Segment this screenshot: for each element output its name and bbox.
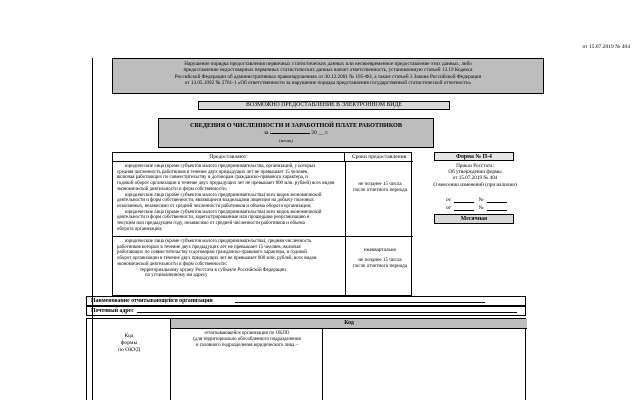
amendment-date-input-1[interactable]: [454, 202, 474, 203]
deadline-line: после отчетного периода: [352, 263, 408, 269]
codes-grid: [86, 318, 526, 400]
form-number-label: Форма № П-4: [434, 152, 514, 161]
amendment-date-input-2[interactable]: [454, 210, 474, 211]
amendment-number-input-1[interactable]: [487, 202, 507, 203]
form-approval-note: от 15.07.2019 № 404: [582, 44, 630, 50]
warning-line: Российской Федерации об административных правонарушениях от 30.12.2001 № 195-ФЗ, а также статьей 3 Закона Российской Федерации: [174, 73, 482, 80]
submitter-line: экономической деятельности и форм собственности:: [117, 261, 228, 267]
submitter-line: ископаемых, независимо от средней численности работников и объема оборота организации;: [117, 203, 312, 209]
amendment-line-2: [446, 205, 510, 211]
periodicity-label: Месячная: [434, 214, 514, 224]
month-input[interactable]: [270, 129, 310, 134]
deadline-line: не позднее 15 числа: [358, 257, 402, 263]
warning-line: от 13.05.1992 № 2761-1 «Об ответственности за нарушение порядка представления государственной статистической отчетности»: [184, 79, 472, 86]
submitter-line: юридические лица (кроме субъектов малого предпринимательства, организаций, у которых: [125, 164, 316, 169]
postal-address-input[interactable]: [137, 312, 517, 313]
submitter-line: средняя численность работников в течение двух предыдущих лет не превышает 15 человек,: [117, 169, 309, 175]
submitter-line: по установленному им адресу: [145, 273, 208, 279]
form-title-box: [158, 118, 434, 148]
codes-header: Код: [171, 319, 527, 329]
deadline-line: ежеквартально: [363, 247, 397, 253]
month-hint: (месяц): [279, 138, 293, 143]
submitter-line: юридические лица (кроме субъектов малого предпринимательства), средняя численность: [125, 239, 312, 244]
submitters-table: [112, 152, 412, 296]
okud-line: по ОКУД: [117, 347, 141, 353]
order-line: Об утверждении формы: [448, 169, 502, 176]
amendment-no: №: [478, 197, 484, 203]
submitter-line: работников которых в течение двух предыдущих лет не превышает 15 человек, включая: [117, 244, 301, 250]
submitter-line: юридические лица (кроме субъектов малого предпринимательства) всех видов экономической: [125, 192, 322, 198]
okpo-line: и головного подразделения юридического лица –: [195, 342, 299, 348]
liability-warning-box: [112, 58, 544, 94]
order-line: Приказ Росстата:: [456, 163, 494, 169]
okud-column: [87, 319, 171, 400]
period-year: 20 __ г.: [311, 130, 329, 136]
submitters-header: Предоставляют:: [113, 153, 345, 162]
submitter-line: работающих по совместительству и договорам гражданско-правового характера, и годовой: [117, 250, 307, 256]
submitters-block-2: [117, 239, 343, 279]
form-title: СВЕДЕНИЯ О ЧИСЛЕННОСТИ И ЗАРАБОТНОЙ ПЛАТЕ РАБОТНИКОВ: [190, 122, 402, 129]
submitter-line: экономической деятельности и форм собственности;: [117, 186, 228, 192]
okpo-line: отчитывающейся организации по ОКПО: [204, 331, 290, 336]
submitter-line: оборота организации;: [117, 226, 163, 232]
deadline-2: [347, 247, 413, 269]
okpo-label: [173, 331, 321, 348]
period-line: [159, 129, 433, 137]
rosstat-order: [430, 163, 520, 188]
amendment-ot: от: [446, 205, 451, 211]
okpo-line: (для территориально обособленного подразделения: [193, 336, 301, 342]
order-line: О внесении изменений (при наличии): [433, 181, 517, 188]
org-name-row: [86, 296, 526, 306]
submitter-line: оборот организации в течение двух предыдущих лет не превышает 800 млн. рублей, всех видов: [117, 256, 317, 262]
amendment-no: №: [478, 205, 484, 211]
okud-label: [87, 333, 171, 354]
postal-address-row: [86, 306, 526, 316]
deadline-1: [347, 181, 413, 193]
deadline-line: после отчетного периода: [352, 187, 408, 193]
submitter-line: текущем или предыдущем году, независимо от средней численности работников и объема: [117, 221, 305, 227]
submitter-line: деятельности и форм собственности, зарегистрированные или прошедшие реорганизацию в: [117, 215, 310, 221]
submitter-line: деятельности и форм собственности, являющиеся владельцами лицензии на добычу полезных: [117, 198, 315, 204]
postal-address-label: Почтовый адрес: [91, 308, 134, 314]
deadline-header: Сроки предоставления: [345, 153, 413, 162]
org-name-label: Наименование отчитывающейся организации: [91, 298, 213, 304]
column-divider: [345, 162, 346, 297]
deadline-line: не позднее 15 числа: [358, 181, 402, 187]
warning-line: предоставление недостоверных первичных статистических данных влечет ответственность, установленную статьей 13.19 Кодекса: [183, 67, 473, 74]
submitter-line: юридические лица (кроме субъектов малого предпринимательства) всех видов экономической: [125, 209, 322, 215]
okud-line: Код: [124, 333, 134, 339]
submitter-line: годовой оборот организации в течение двух предыдущих лет не превышает 800 млн. рублей) всех видов: [117, 181, 335, 187]
period-za: за: [263, 130, 269, 136]
okud-line: формы: [120, 340, 138, 346]
row-divider: [113, 236, 413, 237]
submitters-block-1: [117, 164, 343, 232]
amendment-number-input-2[interactable]: [487, 210, 507, 211]
submitter-line: - территориальному органу Росстата в субъекте Российской Федерации: [137, 267, 286, 273]
amendment-line-1: [446, 197, 510, 203]
amendment-ot: от: [446, 197, 451, 203]
order-line: от 15.07.2019 № 404: [452, 175, 498, 182]
warning-line: Нарушение порядка предоставления первичных статистических данных или несвоевременное предоставление этих данных, либо: [184, 61, 472, 67]
org-name-input[interactable]: [235, 302, 485, 303]
electronic-submission-banner: ВОЗМОЖНО ПРЕДОСТАВЛЕНИЕ В ЭЛЕКТРОННОМ ВИДЕ: [198, 101, 450, 110]
submitter-line: включая работающих по совместительству и договорам гражданско-правового характера, и: [117, 175, 308, 181]
